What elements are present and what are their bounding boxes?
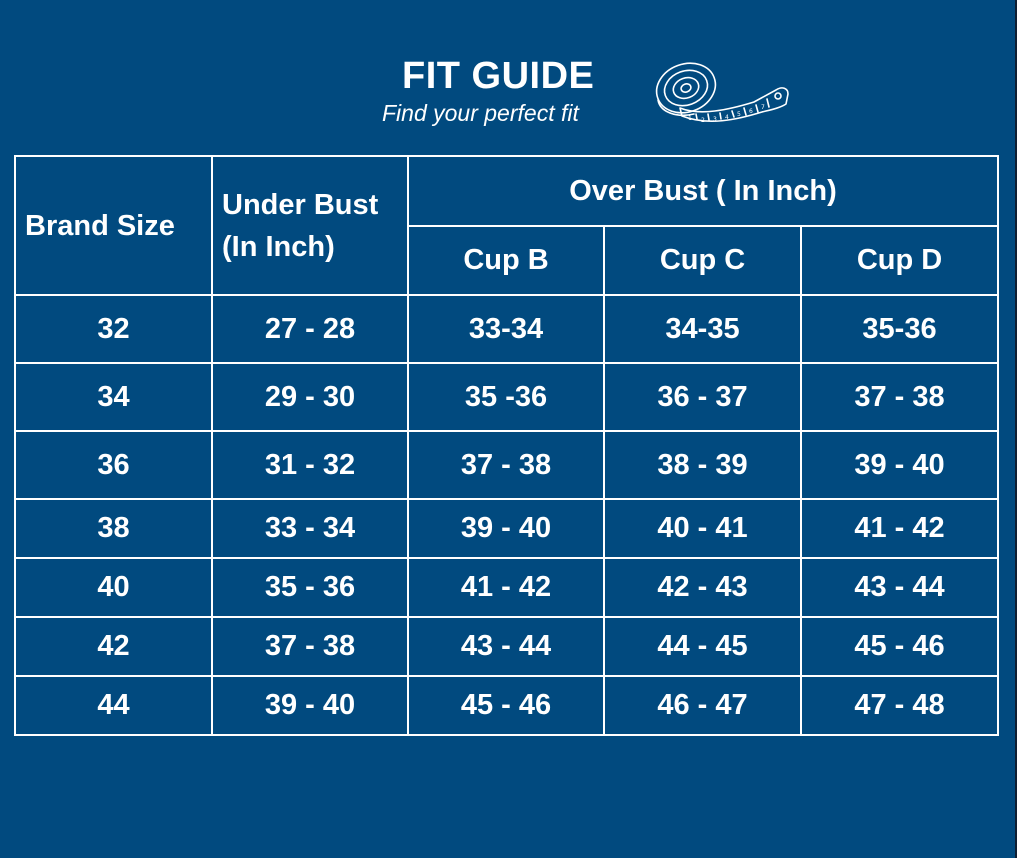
cup-c-cell: 36 - 37 [604,363,801,431]
cup-d-cell: 35-36 [801,295,998,363]
under-bust-cell: 37 - 38 [212,617,408,676]
cup-b-cell: 43 - 44 [408,617,604,676]
svg-text:7: 7 [761,104,765,111]
cup-c-cell: 40 - 41 [604,499,801,558]
under-bust-cell: 35 - 36 [212,558,408,617]
brand-size-cell: 42 [15,617,212,676]
table-row [15,617,998,676]
under-bust-cell: 31 - 32 [212,431,408,499]
brand-size-cell: 34 [15,363,212,431]
cup-c-cell: 34-35 [604,295,801,363]
cup-d-cell: 39 - 40 [801,431,998,499]
cup-b-header: Cup B [408,226,604,295]
under-bust-header: Under Bust (In Inch) [212,156,408,295]
table-row [15,431,998,499]
cup-d-header: Cup D [801,226,998,295]
svg-text:3: 3 [713,116,717,123]
cup-d-cell: 45 - 46 [801,617,998,676]
cup-b-cell: 45 - 46 [408,676,604,735]
fit-guide-table [14,155,999,736]
cup-b-cell: 35 -36 [408,363,604,431]
brand-size-cell: 38 [15,499,212,558]
cup-c-cell: 42 - 43 [604,558,801,617]
svg-text:6: 6 [749,108,753,115]
over-bust-header: Over Bust ( In Inch) [408,156,998,226]
table-row [15,295,998,363]
cup-d-cell: 41 - 42 [801,499,998,558]
table-row [15,499,998,558]
svg-text:1: 1 [688,115,692,122]
measuring-tape-icon [650,50,792,126]
cup-c-cell: 38 - 39 [604,431,801,499]
under-bust-cell: 29 - 30 [212,363,408,431]
cup-c-cell: 46 - 47 [604,676,801,735]
svg-text:4: 4 [725,114,729,121]
cup-c-header: Cup C [604,226,801,295]
brand-size-cell: 40 [15,558,212,617]
under-bust-cell: 27 - 28 [212,295,408,363]
svg-text:5: 5 [737,111,741,118]
cup-d-cell: 43 - 44 [801,558,998,617]
brand-size-header: Brand Size [15,156,212,295]
page-title: FIT GUIDE [402,55,595,97]
cup-b-cell: 39 - 40 [408,499,604,558]
header [0,0,1017,150]
under-bust-cell: 33 - 34 [212,499,408,558]
brand-size-cell: 44 [15,676,212,735]
table-row [15,558,998,617]
page-subtitle: Find your perfect fit [382,100,579,126]
table-row [15,363,998,431]
table-header-row [15,156,998,226]
cup-d-cell: 47 - 48 [801,676,998,735]
cup-b-cell: 33-34 [408,295,604,363]
table-row [15,676,998,735]
cup-b-cell: 37 - 38 [408,431,604,499]
under-bust-cell: 39 - 40 [212,676,408,735]
cup-c-cell: 44 - 45 [604,617,801,676]
svg-text:2: 2 [701,117,705,124]
cup-b-cell: 41 - 42 [408,558,604,617]
brand-size-cell: 32 [15,295,212,363]
brand-size-cell: 36 [15,431,212,499]
cup-d-cell: 37 - 38 [801,363,998,431]
